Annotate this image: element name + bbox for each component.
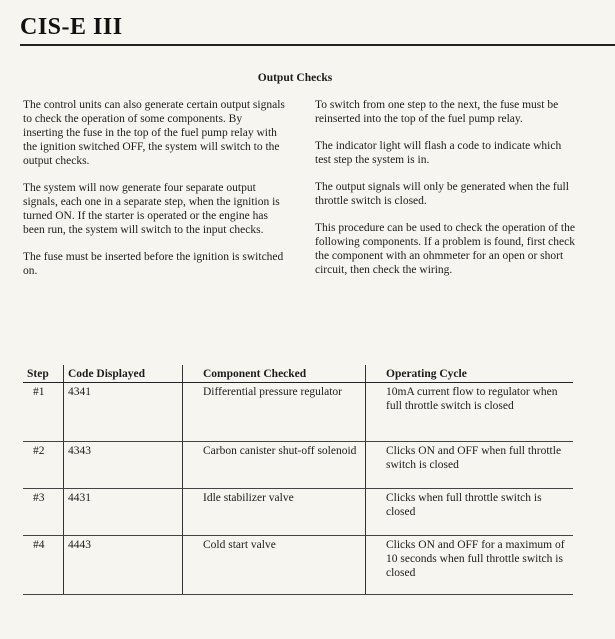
code-cell: 4343 (64, 442, 183, 489)
right-paragraph-4: This procedure can be used to check the operation of the following components. If a problem is found, first check the component with an ohmmeter for an open or short circuit, then check the wiring. (315, 222, 575, 276)
step-cell: #2 (23, 442, 64, 489)
step-cell: #3 (23, 489, 64, 536)
header-step: Step (23, 365, 64, 383)
component-cell: Idle stabilizer valve (183, 489, 366, 536)
table-row (23, 442, 573, 489)
table-row (23, 489, 573, 536)
cycle-cell: 10mA current flow to regulator when full throttle switch is closed (366, 383, 574, 442)
right-paragraph-3: The output signals will only be generated when the full throttle switch is closed. (315, 181, 569, 207)
header-component-checked: Component Checked (183, 365, 366, 383)
left-column (23, 98, 285, 291)
code-cell: 4341 (64, 383, 183, 442)
cycle-cell: Clicks ON and OFF for a maximum of 10 seconds when full throttle switch is closed (366, 536, 574, 595)
right-column (315, 98, 580, 290)
step-cell: #4 (23, 536, 64, 595)
header-operating-cycle: Operating Cycle (366, 365, 574, 383)
right-paragraph-1: To switch from one step to the next, the fuse must be reinserted into the top of the fuel pump relay. (315, 99, 559, 125)
left-paragraph-1: The control units can also generate certain output signals to check the operation of some components. By inserting the fuse in the top of the fuel pump relay with the ignition switched OFF, the system will switch to the output checks. (23, 99, 285, 167)
right-paragraph-2: The indicator light will flash a code to indicate which test step the system is in. (315, 140, 562, 166)
section-title: Output Checks (257, 72, 333, 84)
left-paragraph-3: The fuse must be inserted before the ignition is switched on. (23, 251, 284, 277)
header-rule (20, 44, 615, 46)
output-checks-table (23, 365, 573, 595)
table-row (23, 383, 573, 442)
table-header-row (23, 365, 573, 383)
component-cell: Carbon canister shut-off solenoid (183, 442, 366, 489)
component-cell: Differential pressure regulator (183, 383, 366, 442)
header-code-displayed: Code Displayed (64, 365, 183, 383)
cycle-cell: Clicks ON and OFF when full throttle switch is closed (366, 442, 574, 489)
page-title: CIS-E III (20, 14, 123, 40)
step-cell: #1 (23, 383, 64, 442)
cycle-cell: Clicks when full throttle switch is closed (366, 489, 574, 536)
left-paragraph-2: The system will now generate four separate output signals, each one in a separate step, when the ignition is turned ON. If the starter is operated or the engine has been run, the system will switch to the input checks. (23, 182, 280, 236)
code-cell: 4443 (64, 536, 183, 595)
code-cell: 4431 (64, 489, 183, 536)
component-cell: Cold start valve (183, 536, 366, 595)
table-row (23, 536, 573, 595)
